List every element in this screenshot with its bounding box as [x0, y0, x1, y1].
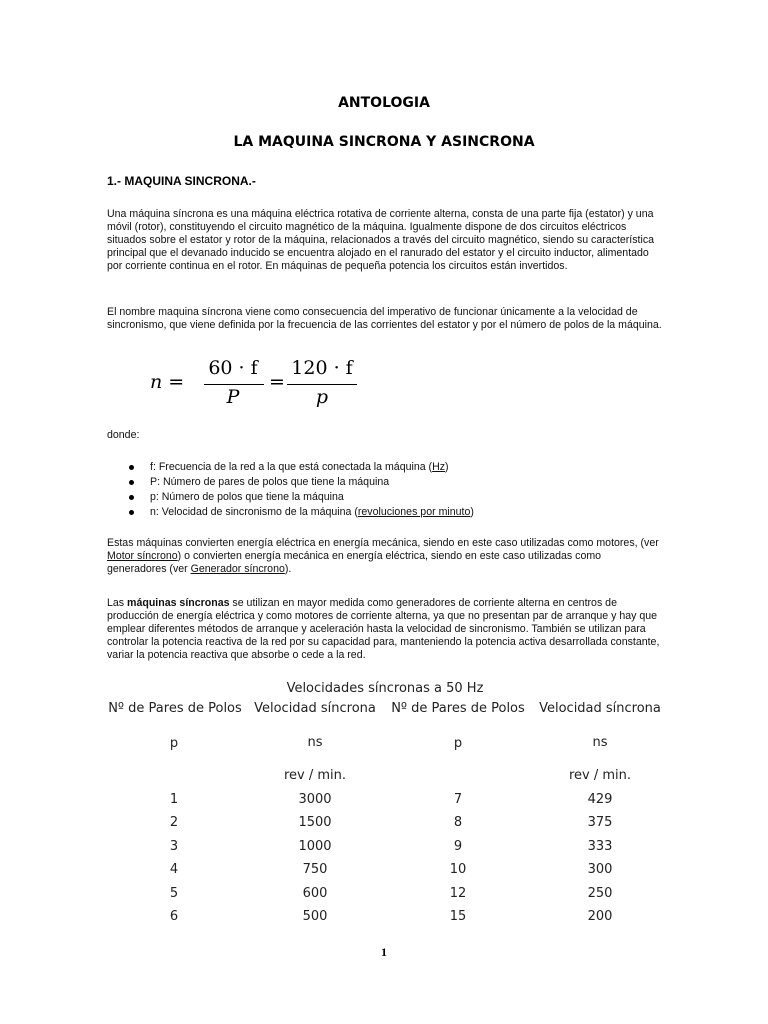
bullet-icon: [129, 480, 134, 485]
list-item-text: n: Velocidad de sincronismo de la máquina (: [150, 506, 358, 518]
generador-sincrono-link[interactable]: Generador síncrono: [190, 563, 285, 575]
list-item-text-end: ): [445, 461, 449, 473]
table-cell: 2: [169, 815, 179, 831]
paragraph-definition: [107, 208, 662, 273]
table-cell: 1: [169, 792, 179, 807]
table-header: Nº de Pares de Polos: [391, 701, 525, 716]
list-item-text: p: Número de polos que tiene la máquina: [150, 491, 344, 503]
bullet-icon: [129, 495, 134, 500]
table-cell: 10: [449, 862, 467, 878]
document-subtitle: LA MAQUINA SINCRONA Y ASINCRONA: [233, 134, 535, 150]
formula-denominator-2: p: [315, 386, 329, 408]
page-number: 1: [381, 945, 387, 959]
list-item: [107, 475, 474, 490]
table-unit: rev / min.: [568, 768, 632, 783]
table-cell: 375: [587, 815, 613, 831]
list-item-text-end: ): [470, 506, 474, 518]
document-title: ANTOLOGIA: [338, 95, 430, 111]
paragraph-conversion-text: Estas máquinas convierten energía eléctrica en energía mecánica, siendo en este caso utilizadas como motores, (ver: [107, 537, 659, 549]
paragraph-conversion-text-end: ).: [284, 563, 292, 575]
speed-formula: [150, 355, 353, 415]
table-cell: 500: [302, 909, 328, 924]
table-cell: 600: [302, 885, 328, 901]
table-symbol: p: [169, 736, 179, 751]
formula-fraction-bar-2: [287, 384, 357, 385]
table-cell: 3000: [298, 792, 332, 807]
formula-equals: =: [269, 371, 285, 393]
table-cell: 250: [587, 885, 613, 901]
paragraph-uses-bold: máquinas síncronas: [127, 597, 230, 609]
table-cell: 8: [453, 815, 463, 831]
paragraph-synchronism: [107, 306, 662, 332]
formula-fraction-bar-1: [204, 384, 264, 385]
rpm-link[interactable]: revoluciones por minuto: [357, 506, 471, 518]
table-cell: 4: [169, 862, 179, 878]
paragraph-synchronism-text: El nombre maquina síncrona viene como consecuencia del imperativo de funcionar únicamente a la velocidad de sincronismo, que viene definida por la frecuencia de las corrientes del estator y por el número de polos de la máquina.: [107, 306, 662, 331]
table-cell: 1000: [298, 838, 332, 854]
list-item: [107, 505, 474, 520]
table-header: Velocidad síncrona: [254, 701, 376, 716]
table-header: Velocidad síncrona: [539, 701, 661, 716]
donde-label: donde:: [107, 429, 140, 441]
paragraph-uses: [107, 597, 662, 662]
formula-denominator-1: P: [226, 386, 240, 408]
table-cell: 5: [169, 885, 179, 901]
hz-link[interactable]: Hz: [432, 461, 446, 473]
table-cell: 333: [587, 838, 613, 854]
variable-list: [107, 460, 474, 520]
motor-sincrono-link[interactable]: Motor síncrono: [107, 550, 178, 562]
paragraph-uses-text: Las: [107, 597, 128, 609]
paragraph-uses-text-end: se utilizan en mayor medida como generadores de corriente alterna en centros de producción de energía eléctrica y como motores de corriente alterna, ya que no presentan par de arranque y hay que emplear diferentes métodos de arranque y aceleración hasta la velocidad de sincronismo. También se utilizan para controlar la potencia reactiva de la red por su capacidad para, manteniendo la potencia activa desarrollada constante, variar la potencia reactiva que absorbe o cede a la red.: [107, 597, 660, 661]
formula-numerator-1: 60 · f: [208, 357, 258, 379]
table-cell: 12: [449, 885, 467, 901]
table-unit: rev / min.: [283, 768, 347, 783]
list-item-text: f: Frecuencia de la red a la que está conectada la máquina (: [150, 461, 433, 473]
table-symbol: ns: [592, 735, 608, 750]
table-cell: 429: [587, 792, 613, 807]
table-cell: 750: [302, 862, 328, 878]
list-item: [107, 460, 474, 475]
paragraph-conversion: [107, 537, 662, 576]
table-symbol: p: [453, 736, 463, 751]
formula-lhs: n =: [150, 371, 185, 393]
list-item-text: P: Número de pares de polos que tiene la máquina: [150, 476, 390, 488]
table-symbol: ns: [307, 735, 323, 750]
bullet-icon: [129, 510, 134, 515]
table-cell: 7: [453, 792, 463, 807]
list-item: [107, 490, 474, 505]
table-cell: 1500: [298, 815, 332, 831]
formula-numerator-2: 120 · f: [291, 357, 353, 379]
bullet-icon: [129, 465, 134, 470]
paragraph-conversion-text-mid: ) o convierten energía mecánica en energía eléctrica, siendo en este caso utilizadas como generadores (ver: [107, 550, 602, 575]
section-heading: 1.- MAQUINA SINCRONA.-: [107, 174, 256, 188]
table-cell: 15: [449, 909, 467, 924]
table-cell: 200: [587, 909, 613, 924]
table-cell: 6: [169, 909, 179, 924]
table-cell: 300: [587, 862, 613, 878]
table-cell: 9: [453, 838, 463, 854]
paragraph-definition-text: Una máquina síncrona es una máquina eléctrica rotativa de corriente alterna, consta de una parte fija (estator) y una móvil (rotor), constituyendo el circuito magnético de la máquina. Igualmente dispone de dos circuitos eléctricos situados sobre el estator y rotor de la máquina, relacionados a través del circuito magnético, siendo su característica principal que el devanado inducido se encuentra alojado en el ranurado del estator y el circuito inductor, alimentado por corriente continua en el rotor. En máquinas de pequeña potencia los circuitos están invertidos.: [107, 208, 655, 272]
table-caption: Velocidades síncronas a 50 Hz: [286, 681, 484, 696]
table-cell: 3: [169, 838, 179, 854]
table-header: Nº de Pares de Polos: [108, 701, 242, 716]
